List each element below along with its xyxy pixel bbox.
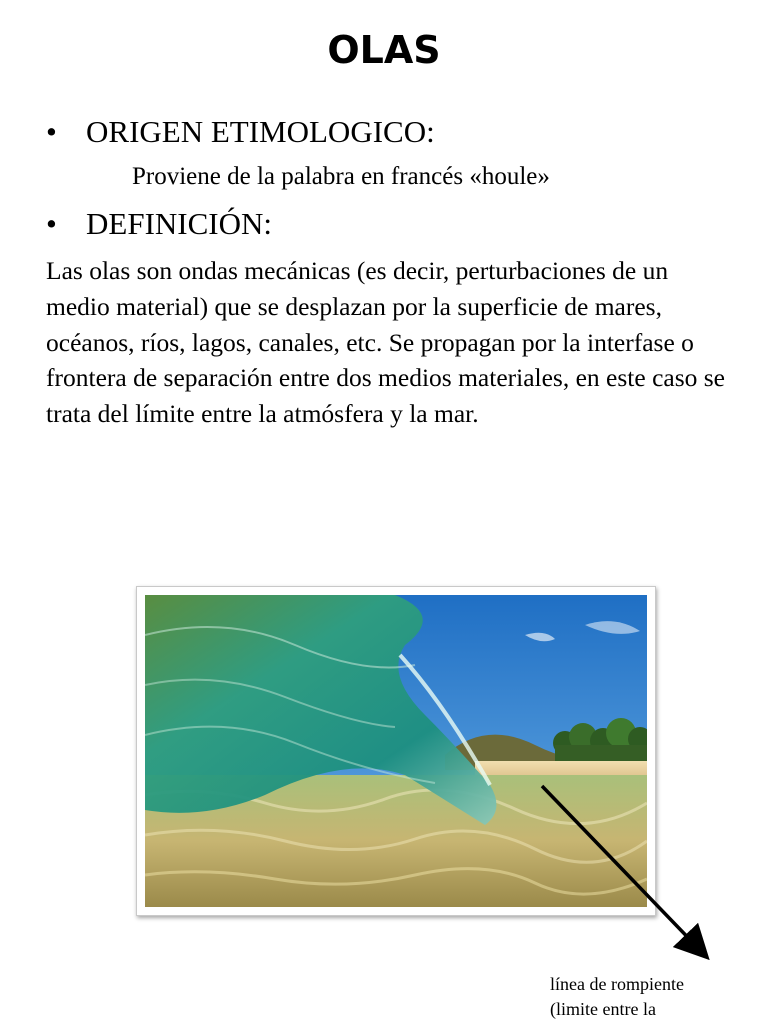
wave-photo-frame (136, 586, 656, 916)
origen-text: Proviene de la palabra en francés «houle» (132, 163, 550, 190)
page-title: OLAS (327, 28, 441, 72)
caption-text: línea de rompiente (limite entre la (550, 974, 684, 1019)
bullet-dot: • (46, 114, 57, 149)
bullet-dot: • (46, 206, 57, 241)
bullet-origen-heading: ORIGEN ETIMOLOGICO: (86, 114, 435, 149)
bullet-definicion-heading: DEFINICIÓN: (86, 206, 272, 241)
bullet-definicion (46, 206, 272, 242)
bullet-origen (46, 114, 435, 150)
wave-photo (145, 595, 647, 907)
definicion-text: Las olas son ondas mecánicas (es decir, perturbaciones de un medio material) que se desplazan por la superficie de mares, océanos, ríos, lagos, canales, etc. Se propagan por la interfase o frontera de separación entre dos medios materiales, en este caso se trata del límite entre la atmósfera y la mar. (46, 256, 725, 429)
